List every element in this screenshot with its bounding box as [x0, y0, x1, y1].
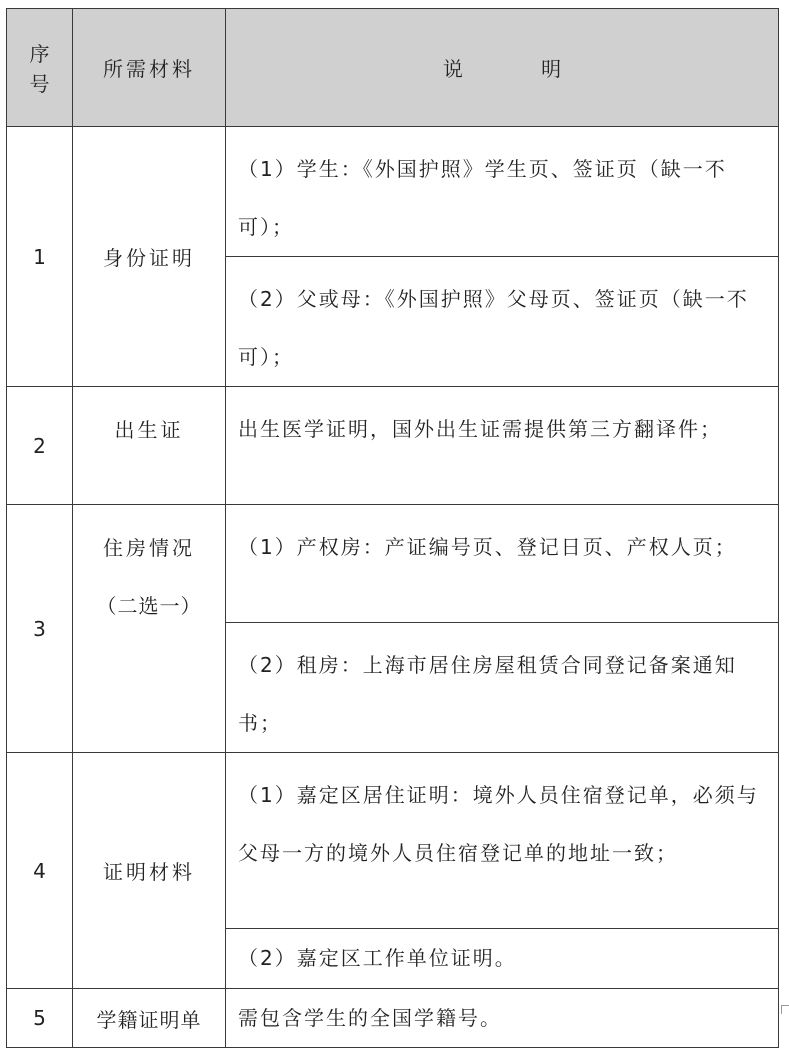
row-3-item-2: （2）租房：上海市居住房屋租赁合同登记备案通知书； [226, 623, 779, 753]
row-4-item-1: （1）嘉定区居住证明：境外人员住宿登记单，必须与父母一方的境外人员住宿登记单的地址一致； [226, 753, 779, 929]
row-1-item-2: （2）父或母：《外国护照》父母页、签证页（缺一不可）； [226, 257, 779, 387]
header-no-text: 序号 [29, 41, 50, 96]
row-4-item-2: （2）嘉定区工作单位证明。 [226, 929, 779, 989]
table-row-4 [7, 753, 779, 929]
row-5-no: 5 [7, 989, 73, 1048]
row-4-no: 4 [7, 753, 73, 989]
row-5-item-1: 需包含学生的全国学籍号。 [226, 989, 779, 1048]
row-3-material-note: （二选一） [96, 594, 202, 618]
row-1-material: 身份证明 [73, 127, 226, 387]
row-3-no: 3 [7, 505, 73, 753]
row-5-material: 学籍证明单 [73, 989, 226, 1048]
header-no [7, 9, 73, 127]
row-3-material-cell [73, 505, 226, 753]
table-row-1 [7, 127, 779, 257]
header-row [7, 9, 779, 127]
table-row-2 [7, 387, 779, 505]
row-2-no: 2 [7, 387, 73, 505]
row-4-material: 证明材料 [73, 753, 226, 989]
header-description: 说 明 [226, 9, 779, 127]
row-1-no: 1 [7, 127, 73, 387]
requirements-table [6, 8, 779, 1048]
row-2-material: 出生证 [73, 387, 226, 505]
table-row-3 [7, 505, 779, 623]
table-row-5 [7, 989, 779, 1048]
row-1-item-1: （1）学生：《外国护照》学生页、签证页（缺一不可）； [226, 127, 779, 257]
header-material: 所需材料 [73, 9, 226, 127]
row-3-material: 住房情况 [103, 536, 195, 560]
row-2-item-1: 出生医学证明，国外出生证需提供第三方翻译件； [226, 387, 779, 505]
row-3-item-1: （1）产权房：产证编号页、登记日页、产权人页； [226, 505, 779, 623]
